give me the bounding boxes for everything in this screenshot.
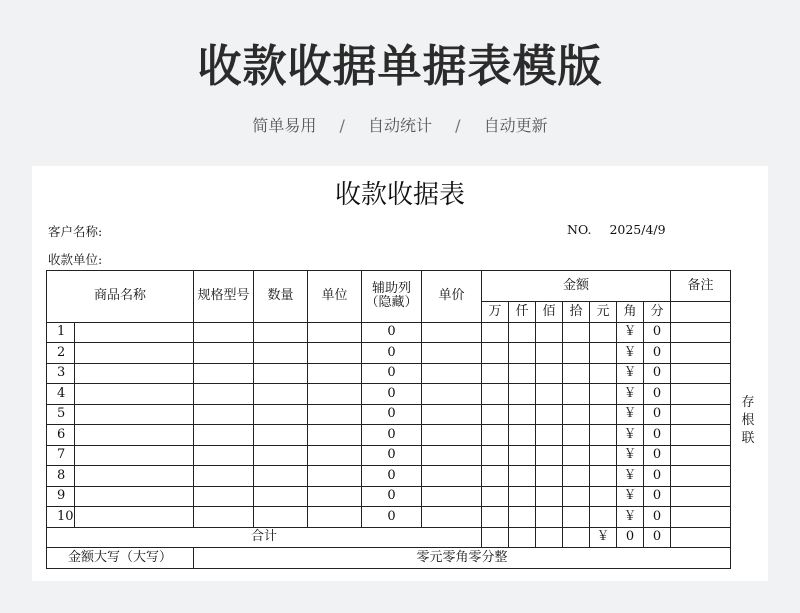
amount-qian-cell — [509, 466, 536, 487]
table-row — [47, 404, 731, 425]
quantity-cell — [254, 445, 308, 466]
aux-value: 0 — [362, 486, 422, 507]
amount-yuan-cell — [590, 404, 617, 425]
fen-value: 0 — [644, 343, 671, 364]
price-cell — [422, 343, 482, 364]
row-number: 7 — [47, 445, 75, 466]
aux-value: 0 — [362, 507, 422, 528]
amount-wan-cell — [482, 486, 509, 507]
amount-shi-cell — [563, 507, 590, 528]
amount-wan-cell — [482, 322, 509, 343]
fen-value: 0 — [644, 486, 671, 507]
fen-value: 0 — [644, 404, 671, 425]
amount-qian-cell — [509, 404, 536, 425]
row-number: 5 — [47, 404, 75, 425]
amount-sub-bai: 佰 — [536, 302, 563, 323]
amount-shi-cell — [563, 363, 590, 384]
remark-cell — [671, 343, 731, 364]
table-row — [47, 363, 731, 384]
unit-cell — [308, 445, 362, 466]
receipt-sheet — [32, 166, 768, 581]
jiao-yuan-sign: ￥ — [617, 425, 644, 446]
customer-name-label: 客户名称: — [48, 224, 103, 239]
table-row — [47, 384, 731, 405]
amount-qian-cell — [509, 445, 536, 466]
amount-bai-cell — [536, 404, 563, 425]
amount-yuan-cell — [590, 363, 617, 384]
subtitle-separator: / — [455, 116, 461, 135]
table-row — [47, 507, 731, 528]
table-row — [47, 343, 731, 364]
amount-wan-cell — [482, 384, 509, 405]
header-amount: 金额 — [482, 271, 671, 302]
row-number: 8 — [47, 466, 75, 487]
amount-bai-cell — [536, 466, 563, 487]
amount-yuan-cell — [590, 466, 617, 487]
quantity-cell — [254, 363, 308, 384]
total-fen: 0 — [644, 527, 671, 548]
subtitle-item: 自动统计 — [367, 116, 432, 135]
amount-qian-cell — [509, 343, 536, 364]
amount-wan-cell — [482, 466, 509, 487]
amount-bai-cell — [536, 343, 563, 364]
fen-value: 0 — [644, 384, 671, 405]
amount-wan-cell — [482, 404, 509, 425]
amount-qian-cell — [509, 507, 536, 528]
remark-cell — [671, 425, 731, 446]
aux-value: 0 — [362, 384, 422, 405]
amount-qian-cell — [509, 425, 536, 446]
total-cell — [536, 527, 563, 548]
total-cell — [563, 527, 590, 548]
total-yuan-sign: ￥ — [590, 527, 617, 548]
product-name-cell — [75, 363, 194, 384]
fen-value: 0 — [644, 322, 671, 343]
subtitle — [0, 113, 800, 136]
fen-value: 0 — [644, 363, 671, 384]
jiao-yuan-sign: ￥ — [617, 466, 644, 487]
jiao-yuan-sign: ￥ — [617, 507, 644, 528]
fen-value: 0 — [644, 445, 671, 466]
row-number: 1 — [47, 322, 75, 343]
amount-shi-cell — [563, 425, 590, 446]
product-name-cell — [75, 343, 194, 364]
remark-cell — [671, 486, 731, 507]
amount-bai-cell — [536, 445, 563, 466]
unit-cell — [308, 322, 362, 343]
subtitle-item: 自动更新 — [483, 116, 548, 135]
header-product-name: 商品名称 — [47, 271, 194, 323]
amount-bai-cell — [536, 486, 563, 507]
table-row — [47, 486, 731, 507]
price-cell — [422, 507, 482, 528]
unit-cell — [308, 343, 362, 364]
product-name-cell — [75, 404, 194, 425]
jiao-yuan-sign: ￥ — [617, 445, 644, 466]
jiao-yuan-sign: ￥ — [617, 322, 644, 343]
row-number: 2 — [47, 343, 75, 364]
amount-wan-cell — [482, 425, 509, 446]
table-row — [47, 466, 731, 487]
unit-cell — [308, 486, 362, 507]
document-title: 收款收据表 — [334, 180, 465, 210]
jiao-yuan-sign: ￥ — [617, 384, 644, 405]
page-title: 收款收据单据表模版 — [197, 41, 603, 92]
unit-cell — [308, 507, 362, 528]
amount-sub-wan: 万 — [482, 302, 509, 323]
quantity-cell — [254, 486, 308, 507]
jiao-yuan-sign: ￥ — [617, 404, 644, 425]
amount-bai-cell — [536, 322, 563, 343]
header-remark: 备注 — [671, 271, 731, 302]
quantity-cell — [254, 466, 308, 487]
receipt-table — [46, 270, 731, 569]
amount-qian-cell — [509, 384, 536, 405]
row-number: 9 — [47, 486, 75, 507]
amount-yuan-cell — [590, 425, 617, 446]
amount-shi-cell — [563, 384, 590, 405]
amount-qian-cell — [509, 363, 536, 384]
price-cell — [422, 363, 482, 384]
total-remark-cell — [671, 527, 731, 548]
product-name-cell — [75, 466, 194, 487]
amount-yuan-cell — [590, 507, 617, 528]
spec-cell — [194, 343, 254, 364]
price-cell — [422, 384, 482, 405]
amount-shi-cell — [563, 404, 590, 425]
product-name-cell — [75, 445, 194, 466]
unit-cell — [308, 363, 362, 384]
amount-sub-fen: 分 — [644, 302, 671, 323]
amount-sub-yuan: 元 — [590, 302, 617, 323]
total-cell — [509, 527, 536, 548]
unit-cell — [308, 384, 362, 405]
aux-value: 0 — [362, 343, 422, 364]
price-cell — [422, 425, 482, 446]
amount-shi-cell — [563, 486, 590, 507]
amount-bai-cell — [536, 363, 563, 384]
row-number: 10 — [47, 507, 75, 528]
amount-yuan-cell — [590, 445, 617, 466]
amount-yuan-cell — [590, 322, 617, 343]
subtitle-item: 简单易用 — [252, 116, 317, 135]
remark-cell — [671, 322, 731, 343]
aux-value: 0 — [362, 404, 422, 425]
total-jiao: 0 — [617, 527, 644, 548]
amount-qian-cell — [509, 322, 536, 343]
total-label: 合计 — [47, 527, 482, 548]
total-cell — [482, 527, 509, 548]
aux-value: 0 — [362, 425, 422, 446]
amount-shi-cell — [563, 343, 590, 364]
product-name-cell — [75, 486, 194, 507]
document-number — [567, 222, 666, 237]
amount-bai-cell — [536, 425, 563, 446]
header-aux: 辅助列（隐藏） — [362, 271, 422, 323]
quantity-cell — [254, 384, 308, 405]
price-cell — [422, 445, 482, 466]
table-body — [47, 322, 731, 527]
product-name-cell — [75, 384, 194, 405]
document-date: 2025/4/9 — [609, 222, 666, 237]
jiao-yuan-sign: ￥ — [617, 486, 644, 507]
table-row — [47, 425, 731, 446]
capital-amount-value: 零元零角零分整 — [194, 548, 731, 569]
stub-label: 存根联 — [741, 395, 755, 446]
remark-cell — [671, 507, 731, 528]
unit-cell — [308, 404, 362, 425]
receiving-unit-label: 收款单位: — [48, 252, 103, 267]
amount-yuan-cell — [590, 486, 617, 507]
row-number: 3 — [47, 363, 75, 384]
spec-cell — [194, 322, 254, 343]
amount-sub-jiao: 角 — [617, 302, 644, 323]
quantity-cell — [254, 322, 308, 343]
amount-wan-cell — [482, 507, 509, 528]
amount-yuan-cell — [590, 343, 617, 364]
spec-cell — [194, 404, 254, 425]
amount-qian-cell — [509, 486, 536, 507]
amount-wan-cell — [482, 445, 509, 466]
amount-yuan-cell — [590, 384, 617, 405]
quantity-cell — [254, 425, 308, 446]
price-cell — [422, 486, 482, 507]
spec-cell — [194, 507, 254, 528]
quantity-cell — [254, 507, 308, 528]
spec-cell — [194, 486, 254, 507]
number-label: NO. — [567, 222, 592, 237]
amount-sub-qian: 仟 — [509, 302, 536, 323]
remark-cell — [671, 363, 731, 384]
aux-value: 0 — [362, 363, 422, 384]
amount-shi-cell — [563, 445, 590, 466]
unit-cell — [308, 466, 362, 487]
fen-value: 0 — [644, 425, 671, 446]
row-number: 4 — [47, 384, 75, 405]
fen-value: 0 — [644, 507, 671, 528]
price-cell — [422, 466, 482, 487]
table-row — [47, 445, 731, 466]
aux-value: 0 — [362, 322, 422, 343]
capital-amount-label: 金额大写（大写） — [47, 548, 194, 569]
spec-cell — [194, 466, 254, 487]
header-quantity: 数量 — [254, 271, 308, 323]
amount-bai-cell — [536, 384, 563, 405]
amount-shi-cell — [563, 322, 590, 343]
remark-cell — [671, 404, 731, 425]
product-name-cell — [75, 425, 194, 446]
amount-bai-cell — [536, 507, 563, 528]
product-name-cell — [75, 322, 194, 343]
product-name-cell — [75, 507, 194, 528]
spec-cell — [194, 384, 254, 405]
amount-sub-shi: 拾 — [563, 302, 590, 323]
amount-wan-cell — [482, 363, 509, 384]
remark-cell — [671, 384, 731, 405]
table-row — [47, 322, 731, 343]
subtitle-separator: / — [339, 116, 345, 135]
header-spec: 规格型号 — [194, 271, 254, 323]
aux-value: 0 — [362, 466, 422, 487]
quantity-cell — [254, 343, 308, 364]
price-cell — [422, 404, 482, 425]
amount-wan-cell — [482, 343, 509, 364]
remark-cell — [671, 445, 731, 466]
row-number: 6 — [47, 425, 75, 446]
quantity-cell — [254, 404, 308, 425]
header-unit: 单位 — [308, 271, 362, 323]
unit-cell — [308, 425, 362, 446]
fen-value: 0 — [644, 466, 671, 487]
price-cell — [422, 322, 482, 343]
jiao-yuan-sign: ￥ — [617, 343, 644, 364]
spec-cell — [194, 445, 254, 466]
header-price: 单价 — [422, 271, 482, 323]
remark-cell — [671, 302, 731, 323]
remark-cell — [671, 466, 731, 487]
jiao-yuan-sign: ￥ — [617, 363, 644, 384]
spec-cell — [194, 363, 254, 384]
amount-shi-cell — [563, 466, 590, 487]
spec-cell — [194, 425, 254, 446]
aux-value: 0 — [362, 445, 422, 466]
